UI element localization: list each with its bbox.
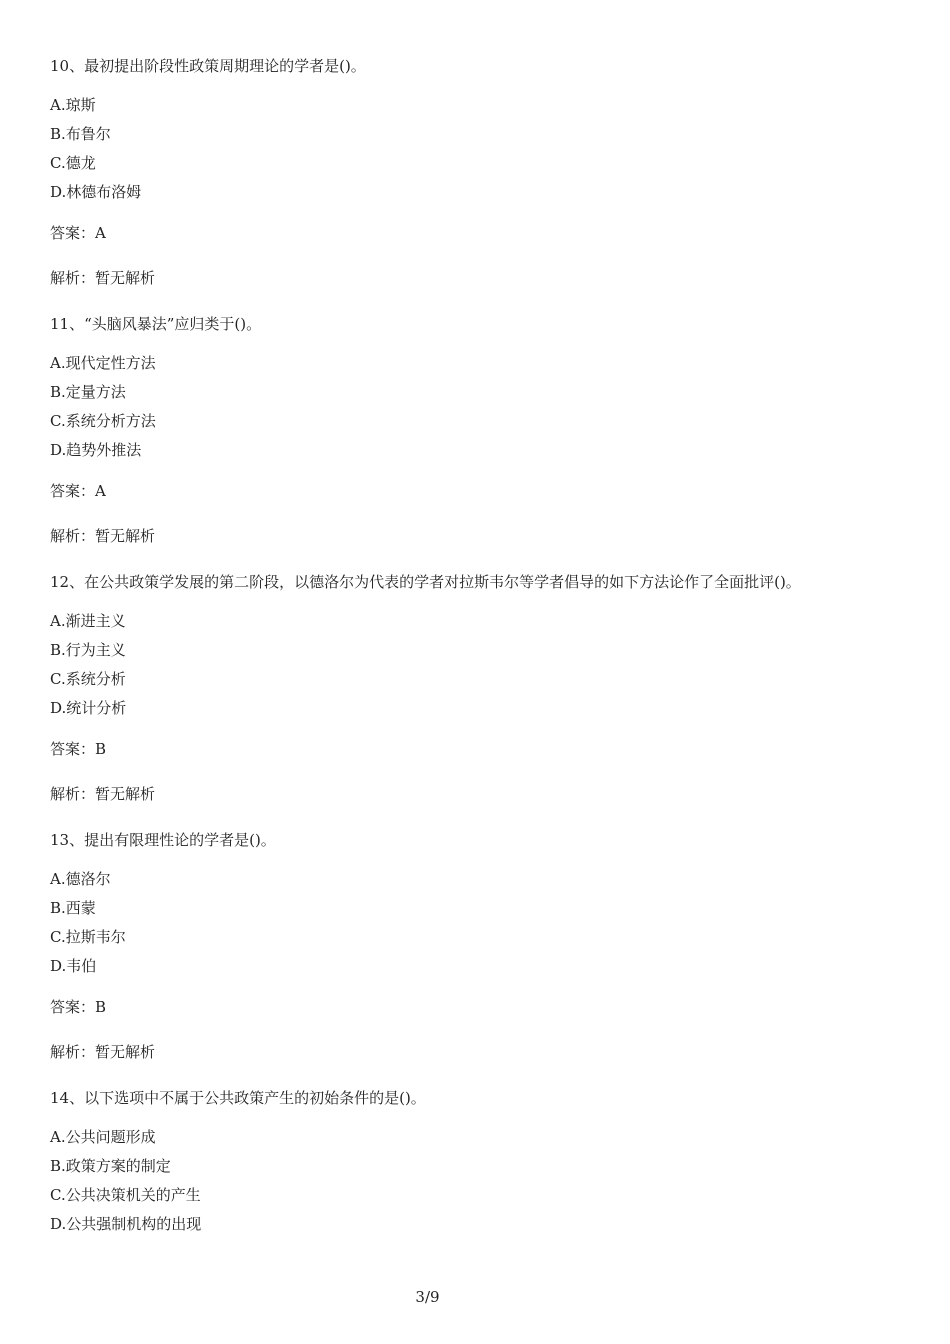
page-number: 3/9 (415, 1288, 440, 1306)
option-c: C.德龙 (50, 154, 96, 172)
option-a: A.德洛尔 (50, 870, 111, 888)
option-b: B.西蒙 (50, 899, 96, 917)
question-14 (50, 1086, 910, 1239)
option-d: D.趋势外推法 (50, 441, 142, 459)
option-list (50, 865, 910, 981)
option-list (50, 607, 910, 723)
question-title: 10、最初提出阶段性政策周期理论的学者是()。 (50, 57, 366, 75)
answer-text: 答案：B (50, 998, 107, 1016)
option-a: A.现代定性方法 (50, 354, 156, 372)
analysis-text: 解析：暂无解析 (50, 527, 156, 545)
option-c: C.拉斯韦尔 (50, 928, 126, 946)
option-c: C.系统分析 (50, 670, 126, 688)
question-11 (50, 312, 910, 548)
question-12 (50, 570, 910, 806)
option-d: D.韦伯 (50, 957, 97, 975)
option-d: D.公共强制机构的出现 (50, 1215, 202, 1233)
question-list (50, 54, 910, 1253)
answer-text: 答案：B (50, 740, 107, 758)
option-list (50, 91, 910, 207)
option-d: D.统计分析 (50, 699, 127, 717)
question-10 (50, 54, 910, 290)
option-a: A.公共问题形成 (50, 1128, 156, 1146)
analysis-text: 解析：暂无解析 (50, 785, 156, 803)
option-c: C.公共决策机关的产生 (50, 1186, 201, 1204)
option-list (50, 349, 910, 465)
option-b: B.政策方案的制定 (50, 1157, 171, 1175)
question-title: 11、“头脑风暴法”应归类于()。 (50, 315, 262, 333)
question-title: 12、在公共政策学发展的第二阶段，以德洛尔为代表的学者对拉斯韦尔等学者倡导的如下方法论作了全面批评()。 (50, 573, 801, 591)
option-c: C.系统分析方法 (50, 412, 156, 430)
analysis-text: 解析：暂无解析 (50, 1043, 156, 1061)
option-b: B.行为主义 (50, 641, 126, 659)
option-b: B.布鲁尔 (50, 125, 111, 143)
option-d: D.林德布洛姆 (50, 183, 142, 201)
option-a: A.琼斯 (50, 96, 96, 114)
option-list (50, 1123, 910, 1239)
question-title: 13、提出有限理性论的学者是()。 (50, 831, 276, 849)
answer-text: 答案：A (50, 482, 106, 500)
option-b: B.定量方法 (50, 383, 126, 401)
answer-text: 答案：A (50, 224, 106, 242)
question-13 (50, 828, 910, 1064)
analysis-text: 解析：暂无解析 (50, 269, 156, 287)
question-title: 14、以下选项中不属于公共政策产生的初始条件的是()。 (50, 1089, 426, 1107)
option-a: A.渐进主义 (50, 612, 126, 630)
